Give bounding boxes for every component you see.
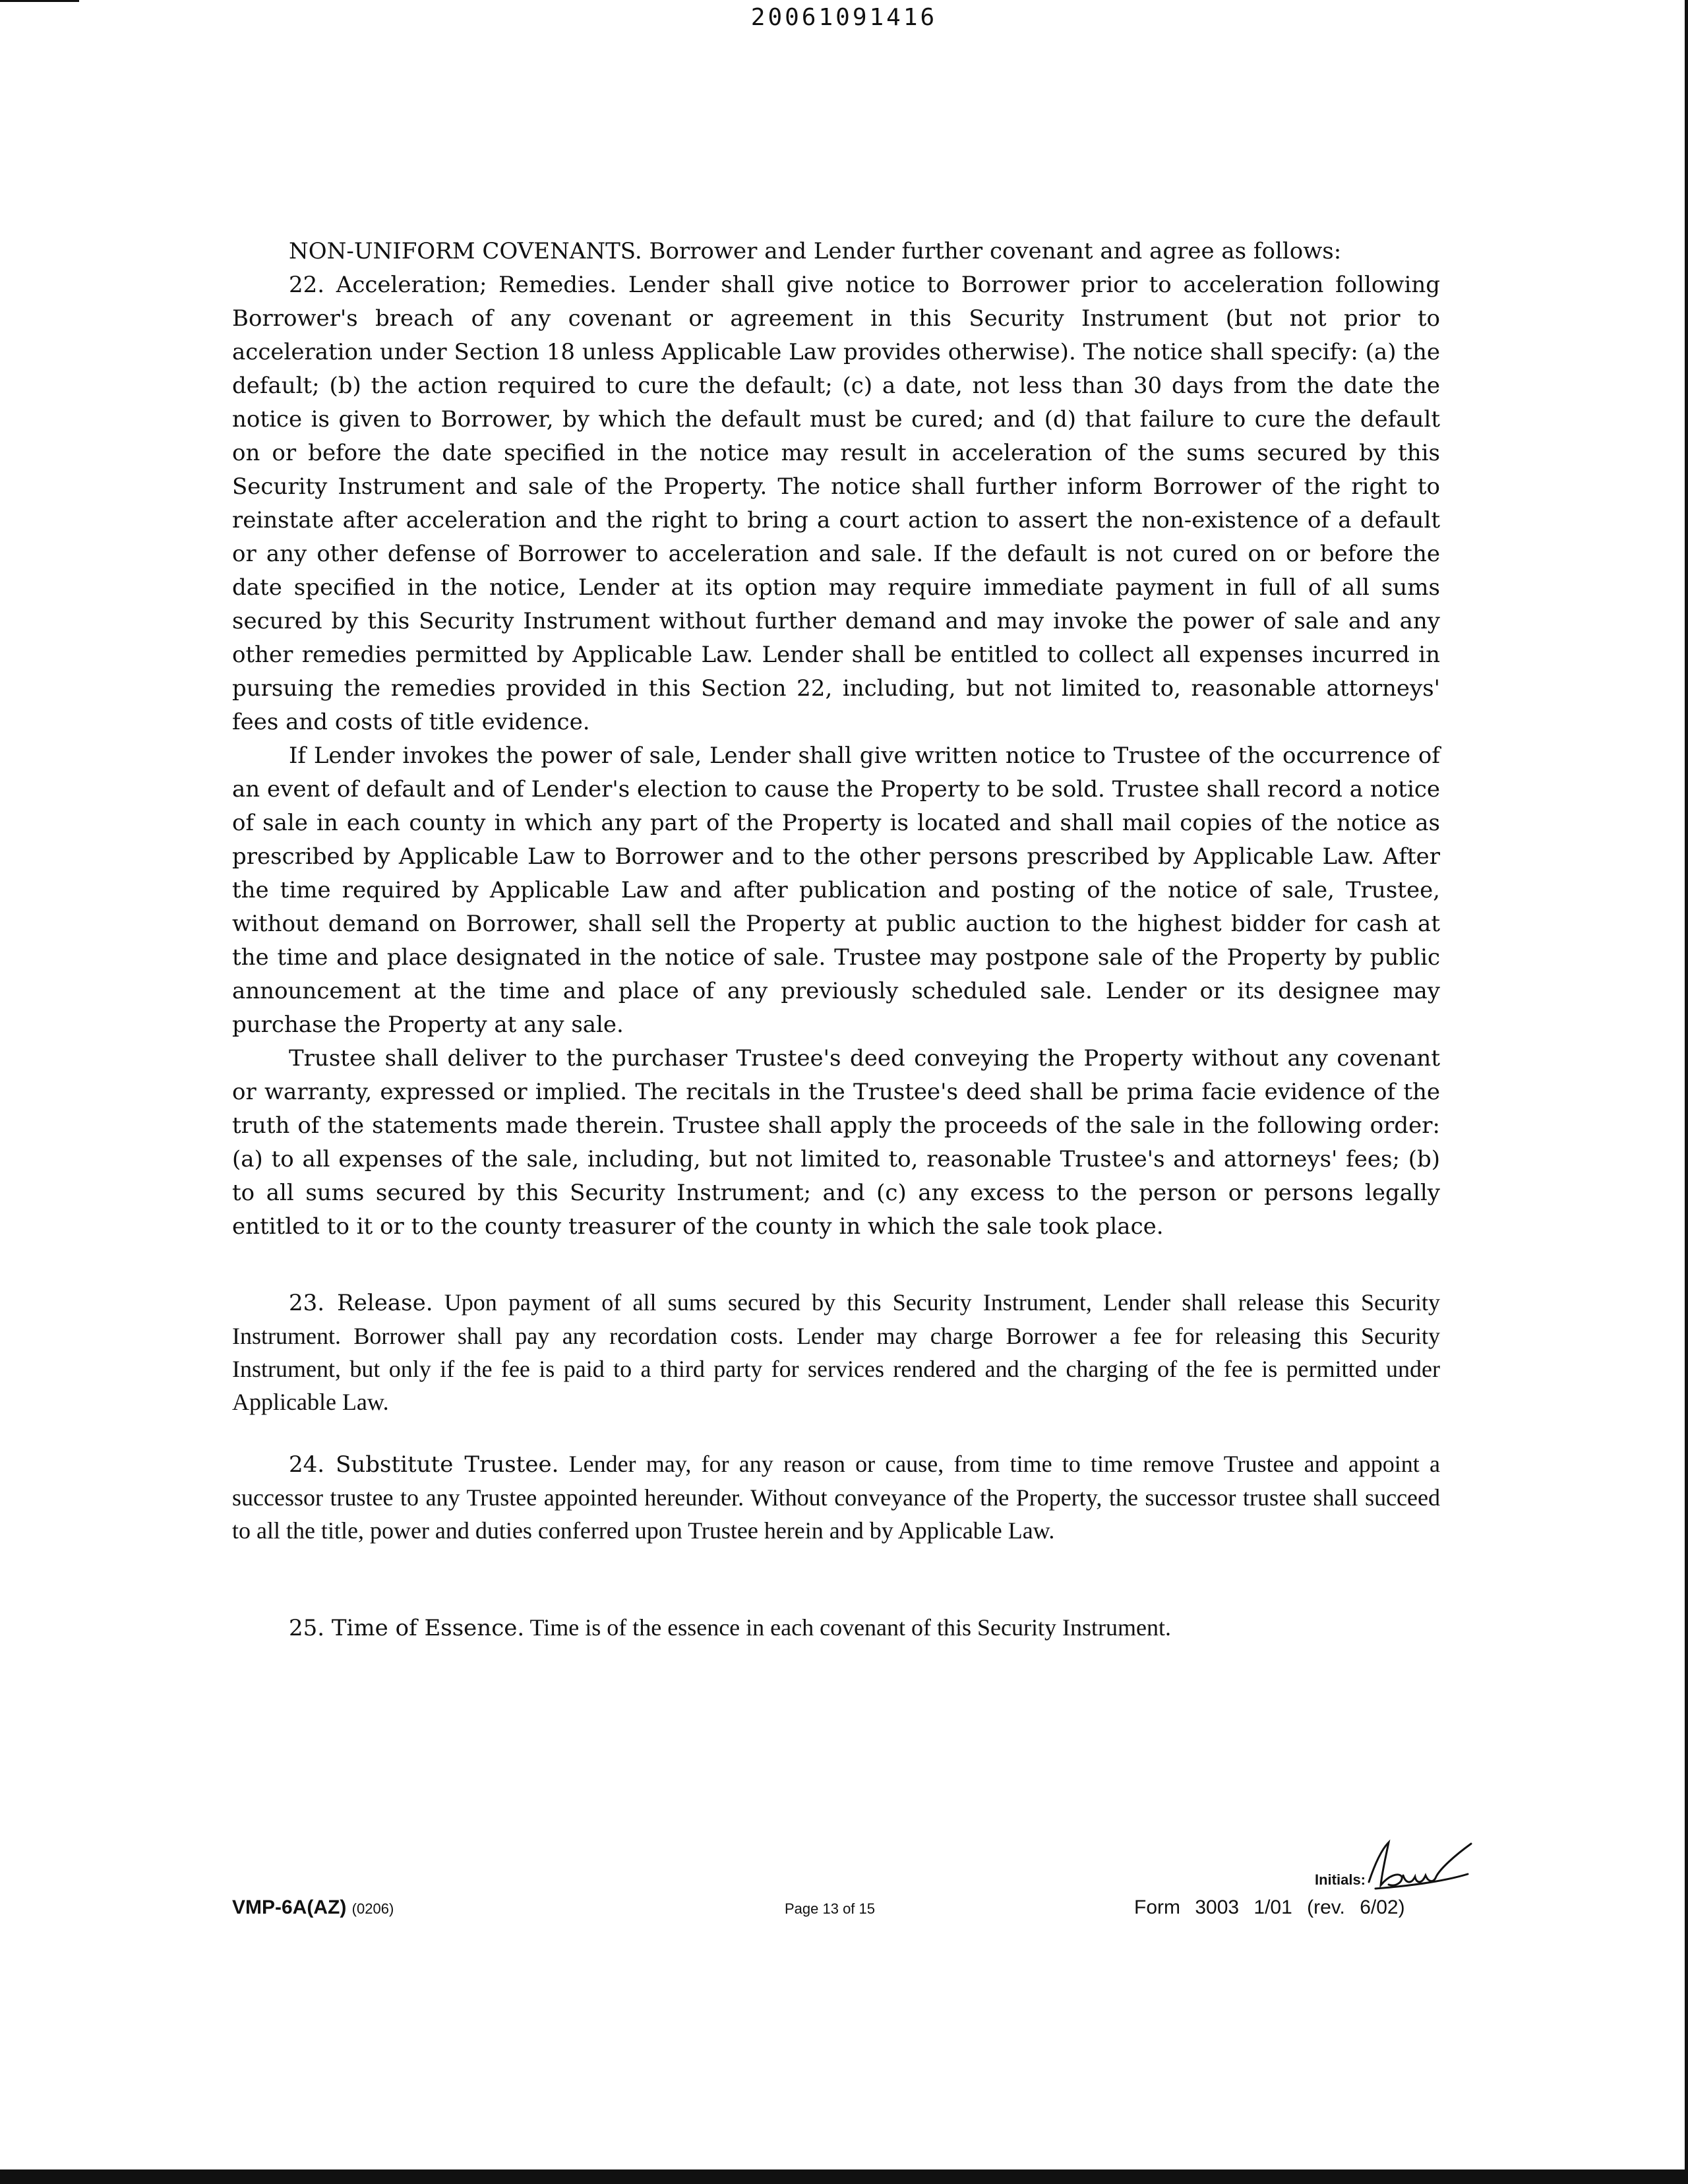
section-24-paragraph — [232, 1447, 1440, 1547]
section-22-paragraph-3: Trustee shall deliver to the purchaser Trustee's deed conveying the Property without any covenant or warranty, expressed or implied. The recitals in the Trustee's deed shall be prima facie evidence of the truth of the statements made therein. Trustee shall apply the proceeds of the sale in the following order: (a) to all expenses of the sale, including, but not limited to, reasonable Trustee's and attorneys' fees; (b) to all sums secured by this Security Instrument; and (c) any excess to the person or persons legally entitled to it or to the county treasurer of the county in which the sale took place. — [232, 1045, 1440, 1240]
initials-label: Initials: — [1315, 1871, 1366, 1888]
initials-signature-icon — [1362, 1836, 1474, 1895]
form-code-main: VMP-6A(AZ) — [232, 1896, 347, 1918]
section-23-paragraph — [232, 1286, 1440, 1418]
section-23-block — [232, 1286, 1440, 1418]
scan-edge-top — [0, 0, 79, 2]
section-25-block — [232, 1611, 1440, 1645]
section-24-body: Lender may, for any reason or cause, from time to time remove Trustee and appoint a successor trustee to any Trustee appointed hereunder. Without conveyance of the Property, the successor trustee shall succeed to all the title, power and duties conferred upon Trustee herein and by Applicable Law. — [232, 1451, 1440, 1544]
document-number: 20061091416 — [750, 4, 938, 31]
section-24-heading: 24. Substitute Trustee. — [289, 1451, 559, 1478]
section-22-paragraph-1: 22. Acceleration; Remedies. Lender shall give notice to Borrower prior to acceleration following Borrower's breach of any covenant or agreement in this Security Instrument (but not prior to acceleration under Section 18 unless Applicable Law provides otherwise). The notice shall specify: (a) the default; (b) the action required to cure the default; (c) a date, not less than 30 days from the date the notice is given to Borrower, by which the default must be cured; and (d) that failure to cure the default on or before the date specified in the notice may result in acceleration of the sums secured by this Security Instrument and sale of the Property. The notice shall further inform Borrower of the right to reinstate after acceleration and the right to bring a court action to assert the non-existence of a default or any other defense of Borrower to acceleration and sale. If the default is not cured on or before the date specified in the notice, Lender at its option may require immediate payment in full of all sums secured by this Security Instrument without further demand and may invoke the power of sale and any other remedies permitted by Applicable Law. Lender shall be entitled to collect all expenses incurred in pursuing the remedies provided in this Section 22, including, but not limited to, reasonable attorneys' fees and costs of title evidence. — [232, 272, 1440, 735]
section-22-paragraph-2: If Lender invokes the power of sale, Lender shall give written notice to Trustee of the occurrence of an event of default and of Lender's election to cause the Property to be sold. Trustee shall record a notice of sale in each county in which any part of the Property is located and shall mail copies of the notice as prescribed by Applicable Law to Borrower and to the other persons prescribed by Applicable Law. After the time required by Applicable Law and after publication and posting of the notice of sale, Trustee, without demand on Borrower, shall sell the Property at public auction to the highest bidder for cash at the time and place designated in the notice of sale. Trustee may postpone sale of the Property by public announcement at the time and place of any previously scheduled sale. Lender or its designee may purchase the Property at any sale. — [232, 743, 1440, 1038]
section-23-heading: 23. Release. — [289, 1290, 433, 1316]
form-number: Form 3003 1/01 (rev. 6/02) — [1134, 1896, 1405, 1918]
scan-edge-bottom — [0, 2169, 1688, 2184]
page-number: Page 13 of 15 — [785, 1900, 876, 1917]
section-22-block — [232, 235, 1440, 1244]
section-25-paragraph — [232, 1611, 1440, 1645]
form-code — [232, 1896, 394, 1919]
section-24-block — [232, 1447, 1440, 1547]
section-25-body: Time is of the essence in each covenant of this Security Instrument. — [529, 1614, 1171, 1641]
section-25-heading: 25. Time of Essence. — [289, 1615, 525, 1641]
form-code-suffix: (0206) — [351, 1900, 394, 1917]
non-uniform-covenants-intro: NON-UNIFORM COVENANTS. Borrower and Lender further covenant and agree as follows: — [289, 238, 1342, 264]
scan-edge-right — [1685, 0, 1688, 2184]
section-23-body: Upon payment of all sums secured by this Security Instrument, Lender shall release this Security Instrument. Borrower shall pay any recordation costs. Lender may charge Borrower a fee for releasing this Security Instrument, but only if the fee is paid to a third party for services rendered and the charging of the fee is permitted under Applicable Law. — [232, 1289, 1440, 1415]
